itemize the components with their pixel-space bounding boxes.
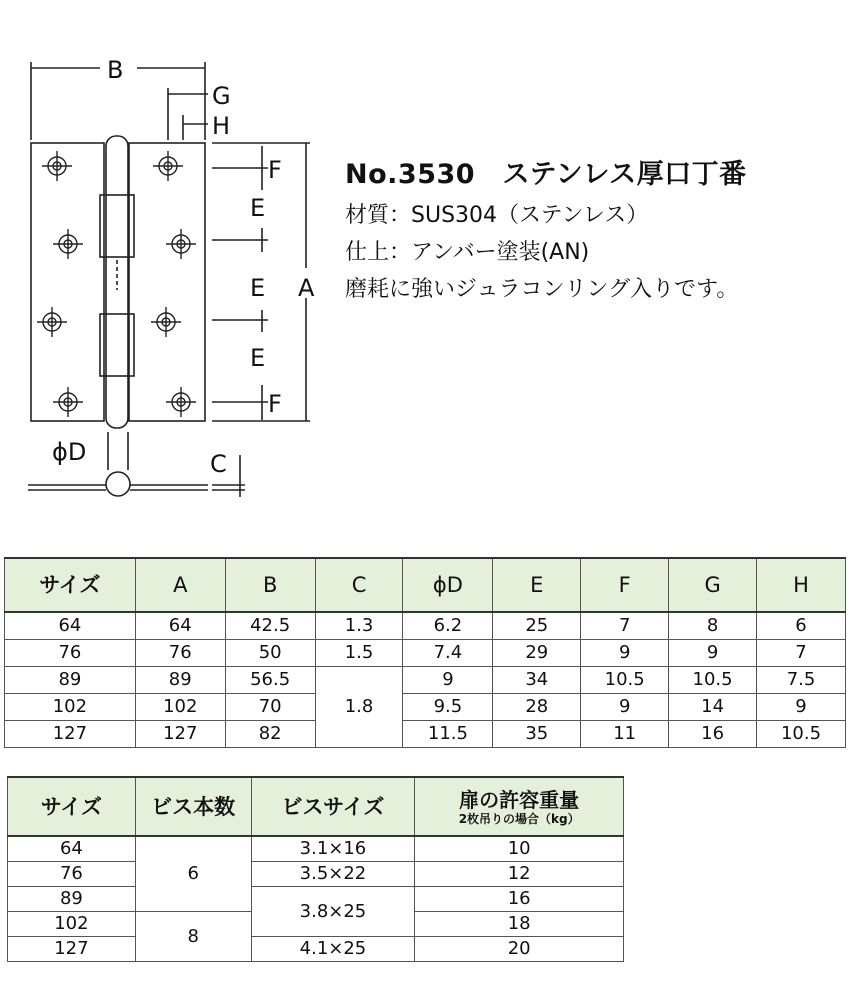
cell: 28 xyxy=(493,694,581,721)
label-h: H xyxy=(212,112,231,140)
label-f-bottom: F xyxy=(268,390,282,418)
material-text: 材質：SUS304（ステンレス） xyxy=(345,203,649,228)
header-size: サイズ xyxy=(5,558,136,612)
cell: 12 xyxy=(415,862,624,887)
header-c: C xyxy=(315,558,403,612)
cell: 10 xyxy=(415,836,624,862)
cell: 64 xyxy=(8,836,136,862)
finish-text: 仕上：アンバー塗装(AN) xyxy=(345,240,590,265)
cell: 9 xyxy=(757,694,846,721)
header-g: G xyxy=(669,558,757,612)
table-row xyxy=(5,694,846,721)
screw-table xyxy=(7,776,624,962)
header-size: サイズ xyxy=(8,777,136,836)
table-row xyxy=(8,862,624,887)
cell: 11 xyxy=(581,721,669,748)
header-e: E xyxy=(493,558,581,612)
cell-merged-count: 6 xyxy=(135,836,251,912)
cell: 9 xyxy=(403,667,493,694)
cell: 25 xyxy=(493,612,581,640)
table-row xyxy=(8,887,624,912)
cell: 76 xyxy=(135,640,225,667)
cell: 89 xyxy=(8,887,136,912)
table-header-row xyxy=(5,558,846,612)
cell: 70 xyxy=(225,694,315,721)
header-a: A xyxy=(135,558,225,612)
cell: 10.5 xyxy=(581,667,669,694)
cell: 20 xyxy=(415,937,624,962)
header-weight-sub: 2枚吊りの場合（kg） xyxy=(458,811,580,826)
note-text: 磨耗に強いジュラコンリング入りです。 xyxy=(345,277,739,302)
cell-merged-count: 8 xyxy=(135,912,251,962)
cell: 7 xyxy=(581,612,669,640)
cell: 127 xyxy=(135,721,225,748)
cell: 7.4 xyxy=(403,640,493,667)
cell: 127 xyxy=(8,937,136,962)
cell: 35 xyxy=(493,721,581,748)
cell: 10.5 xyxy=(669,667,757,694)
label-e-1: E xyxy=(250,194,266,222)
cell: 16 xyxy=(415,887,624,912)
cell: 14 xyxy=(669,694,757,721)
cell: 10.5 xyxy=(757,721,846,748)
label-b: B xyxy=(107,56,124,84)
cell: 1.5 xyxy=(315,640,403,667)
product-info xyxy=(345,152,747,308)
cell: 50 xyxy=(225,640,315,667)
cell: 18 xyxy=(415,912,624,937)
cell: 76 xyxy=(8,862,136,887)
header-weight-title: 扉の許容重量 xyxy=(459,787,580,812)
cell: 7.5 xyxy=(757,667,846,694)
label-a: A xyxy=(298,274,315,302)
label-d: ϕD xyxy=(52,438,87,466)
cell: 8 xyxy=(669,612,757,640)
cell: 102 xyxy=(135,694,225,721)
cell-merged-c: 1.8 xyxy=(315,667,403,748)
header-b: B xyxy=(225,558,315,612)
label-c: C xyxy=(210,450,227,478)
cell: 1.3 xyxy=(315,612,403,640)
cell: 56.5 xyxy=(225,667,315,694)
product-title: No.3530 ステンレス厚口丁番 xyxy=(345,159,747,190)
cell: 82 xyxy=(225,721,315,748)
cell: 9 xyxy=(581,640,669,667)
dimension-table xyxy=(4,557,846,748)
cell: 16 xyxy=(669,721,757,748)
cell: 42.5 xyxy=(225,612,315,640)
cell: 6 xyxy=(757,612,846,640)
table-row xyxy=(5,612,846,640)
table-row xyxy=(8,937,624,962)
header-f: F xyxy=(581,558,669,612)
cell: 64 xyxy=(5,612,136,640)
header-d: ϕD xyxy=(403,558,493,612)
header-screw-size: ビスサイズ xyxy=(251,777,415,836)
cell: 102 xyxy=(8,912,136,937)
cell: 127 xyxy=(5,721,136,748)
cell: 3.1×16 xyxy=(251,836,415,862)
cell-merged-screw: 3.8×25 xyxy=(251,887,415,937)
cell: 89 xyxy=(135,667,225,694)
cell: 11.5 xyxy=(403,721,493,748)
header-h: H xyxy=(757,558,846,612)
cell: 102 xyxy=(5,694,136,721)
cell: 3.5×22 xyxy=(251,862,415,887)
label-f-top: F xyxy=(268,156,282,184)
cell: 7 xyxy=(757,640,846,667)
label-e-3: E xyxy=(250,344,266,372)
cell: 9 xyxy=(669,640,757,667)
table-header-row xyxy=(8,777,624,836)
cell: 6.2 xyxy=(403,612,493,640)
table-row xyxy=(8,836,624,862)
cell: 76 xyxy=(5,640,136,667)
cell: 34 xyxy=(493,667,581,694)
cell: 9.5 xyxy=(403,694,493,721)
header-weight xyxy=(415,777,624,836)
table-row xyxy=(5,640,846,667)
table-row xyxy=(5,721,846,748)
label-e-2: E xyxy=(250,274,266,302)
cell: 4.1×25 xyxy=(251,937,415,962)
table-row xyxy=(5,667,846,694)
cell: 64 xyxy=(135,612,225,640)
cell: 89 xyxy=(5,667,136,694)
label-g: G xyxy=(212,82,231,110)
cell: 29 xyxy=(493,640,581,667)
cell: 9 xyxy=(581,694,669,721)
header-screw-count: ビス本数 xyxy=(135,777,251,836)
